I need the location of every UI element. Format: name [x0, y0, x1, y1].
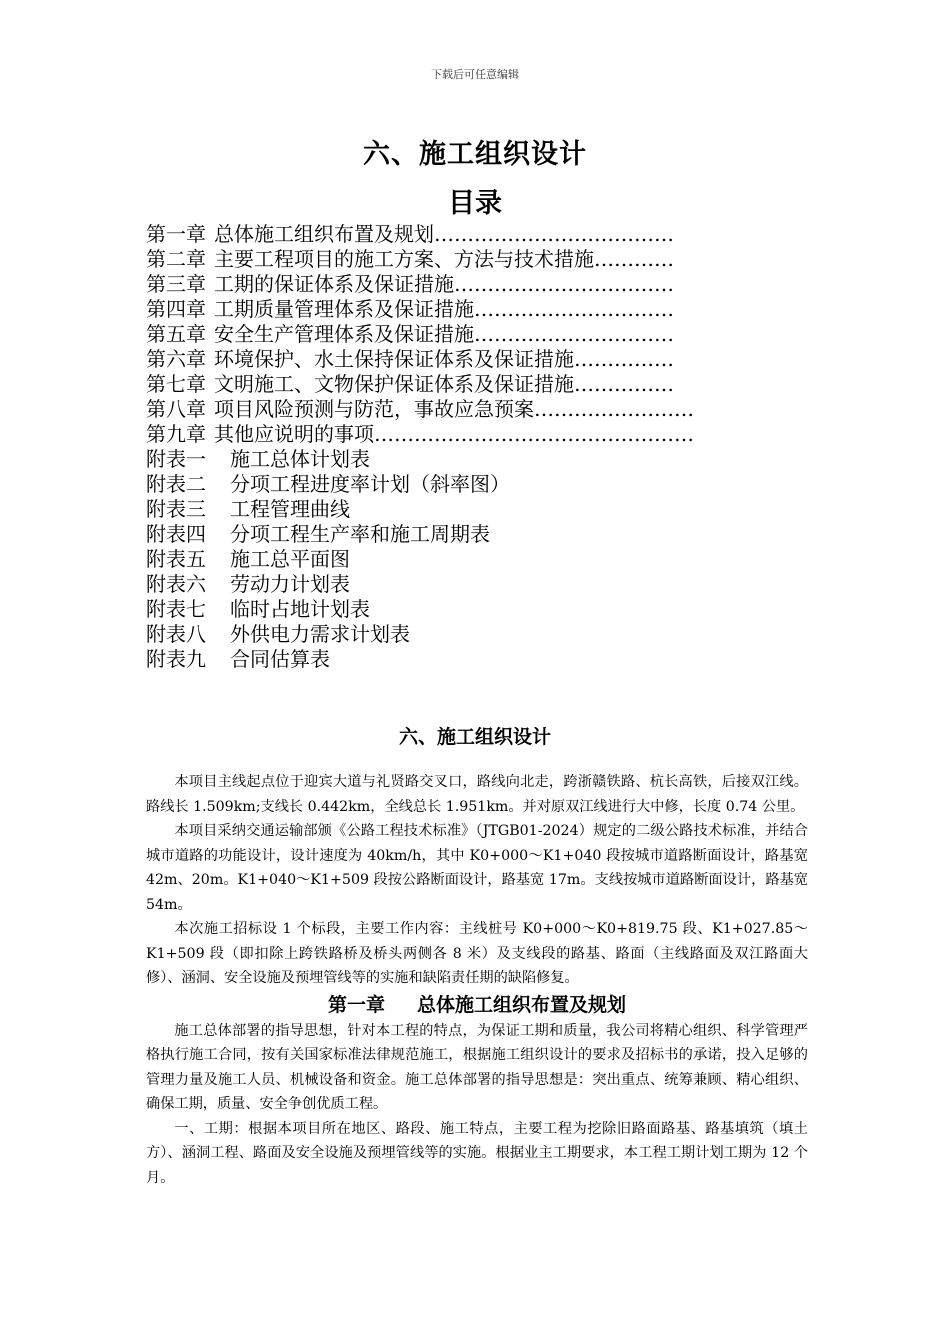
table-of-contents — [146, 222, 746, 672]
toc-entry-title: 工期质量管理体系及保证措施 — [214, 297, 474, 321]
chapter-title: 总体施工组织布置及规划 — [417, 993, 627, 1016]
toc-entry-title: 施工总平面图 — [230, 547, 350, 571]
toc-entry-title: 工程管理曲线 — [230, 497, 350, 521]
toc-entry-title: 分项工程进度率计划（斜率图） — [230, 472, 510, 496]
toc-appendix-entry[interactable] — [146, 497, 746, 522]
document-title: 六、施工组织设计 — [363, 139, 587, 170]
toc-entry-number: 第九章 — [146, 422, 206, 446]
toc-entry-number: 附表四 — [146, 522, 206, 546]
intro-paragraph: 本项目采纳交通运输部颁《公路工程技术标准》（JTGB01-2024）规定的二级公路技术标准，并结合城市道路的功能设计，设计速度为 40km/h，其中 K0+000～K1+040 段按城市道路断面设计，路基宽 42m、20m。K1+040～K1+509 段按公路断面设计，路基宽 17m。支线按城市道路断面设计，路基宽 54m。 — [146, 823, 808, 913]
toc-entry-title: 临时占地计划表 — [230, 597, 370, 621]
toc-entry[interactable] — [146, 297, 746, 322]
toc-entry-number: 第三章 — [146, 272, 206, 296]
toc-entry-title: 劳动力计划表 — [230, 572, 350, 596]
chapter-number: 第一章 — [327, 993, 385, 1016]
toc-entry-title: 外供电力需求计划表 — [230, 622, 410, 646]
toc-entry-number: 附表六 — [146, 572, 206, 596]
toc-leader-dots: ………………………… — [474, 322, 674, 346]
toc-entry-title: 安全生产管理体系及保证措施 — [214, 322, 474, 346]
intro-paragraph: 本次施工招标设 1 个标段，主要工作内容：主线桩号 K0+000～K0+819.75 段、K1+027.85～K1+509 段（即扣除上跨铁路桥及桥头两侧各 8 米）及支线段的路基、路面（主线路面及双江路面大修）、涵洞、安全设施及预埋管线等的实施和缺陷责任期的缺陷修复。 — [146, 921, 808, 986]
chapter-heading — [146, 991, 808, 1019]
toc-appendix-entry[interactable] — [146, 522, 746, 547]
toc-entry-number: 附表一 — [146, 447, 206, 471]
toc-entry-number: 附表二 — [146, 472, 206, 496]
toc-entry[interactable] — [146, 397, 746, 422]
toc-entry[interactable] — [146, 222, 746, 247]
toc-entry-title: 工期的保证体系及保证措施 — [214, 272, 454, 296]
toc-entry-number: 第七章 — [146, 372, 206, 396]
toc-entry-number: 第六章 — [146, 347, 206, 371]
toc-entry[interactable] — [146, 247, 746, 272]
toc-leader-dots: ………………………………………… — [374, 422, 694, 446]
toc-leader-dots: ………………………… — [474, 297, 674, 321]
toc-title: 目录 — [448, 188, 502, 219]
toc-entry-title: 文明施工、文物保护保证体系及保证措施 — [214, 372, 574, 396]
toc-entry[interactable] — [146, 322, 746, 347]
toc-entry-number: 附表五 — [146, 547, 206, 571]
toc-entry-number: 附表八 — [146, 622, 206, 646]
chapter-paragraph: 一、工期：根据本项目所在地区、路段、施工特点，主要工程为挖除旧路面路基、路基填筑（填土方）、涵洞工程、路面及安全设施及预埋管线等的实施。根据业主工期要求，本工程工期计划工期为 12 个月。 — [146, 1120, 808, 1186]
toc-entry-title: 施工总体计划表 — [230, 447, 370, 471]
toc-entry-number: 第八章 — [146, 397, 206, 421]
toc-appendix-entry[interactable] — [146, 547, 746, 572]
toc-entry-number: 第一章 — [146, 222, 206, 246]
toc-entry-number: 第四章 — [146, 297, 206, 321]
toc-leader-dots: ………… — [594, 247, 674, 271]
toc-entry-title: 项目风险预测与防范，事故应急预案 — [214, 397, 534, 421]
toc-appendix-entry[interactable] — [146, 622, 746, 647]
intro-body — [146, 770, 808, 1190]
toc-leader-dots: …………………… — [534, 397, 694, 421]
toc-entry[interactable] — [146, 347, 746, 372]
toc-appendix-entry[interactable] — [146, 472, 746, 497]
toc-entry-number: 第五章 — [146, 322, 206, 346]
chapter-paragraph: 施工总体部署的指导思想，针对本工程的特点，为保证工期和质量，我公司将精心组织、科学管理严格执行施工合同，按有关国家标准法律规范施工，根据施工组织设计的要求及招标书的承诺，投入足够的管理力量及施工人员、机械设备和资金。施工总体部署的指导思想是：突出重点、统筹兼顾、精心组织、确保工期，质量、安全争创优质工程。 — [146, 1022, 808, 1112]
toc-entry[interactable] — [146, 372, 746, 397]
toc-leader-dots: …………………………… — [454, 272, 674, 296]
toc-entry-title: 其他应说明的事项 — [214, 422, 374, 446]
toc-entry[interactable] — [146, 422, 746, 447]
toc-entry-number: 附表七 — [146, 597, 206, 621]
intro-paragraph: 本项目主线起点位于迎宾大道与礼贤路交叉口，路线向北走，跨浙赣铁路、杭长高铁，后接双江线。路线长 1.509km;支线长 0.442km，全线总长 1.951km。并对原双江线进行大中修，长度 0.74 公里。 — [146, 774, 808, 815]
toc-leader-dots: …………… — [574, 347, 674, 371]
toc-leader-dots: …………… — [574, 372, 674, 396]
toc-entry-title: 环境保护、水土保持保证体系及保证措施 — [214, 347, 574, 371]
toc-entry-title: 总体施工组织布置及规划 — [214, 222, 434, 246]
toc-entry-title: 合同估算表 — [230, 647, 330, 671]
toc-entry-number: 附表三 — [146, 497, 206, 521]
toc-entry-title: 主要工程项目的施工方案、方法与技术措施 — [214, 247, 594, 271]
toc-entry-title: 分项工程生产率和施工周期表 — [230, 522, 490, 546]
toc-entry-number: 第二章 — [146, 247, 206, 271]
toc-entry[interactable] — [146, 272, 746, 297]
toc-appendix-entry[interactable] — [146, 597, 746, 622]
toc-entry-number: 附表九 — [146, 647, 206, 671]
header-note: 下载后可任意编辑 — [431, 68, 519, 81]
toc-appendix-entry[interactable] — [146, 647, 746, 672]
toc-leader-dots: ……………………………… — [434, 222, 674, 246]
section-title: 六、施工组织设计 — [398, 726, 551, 748]
toc-appendix-entry[interactable] — [146, 572, 746, 597]
toc-appendix-entry[interactable] — [146, 447, 746, 472]
